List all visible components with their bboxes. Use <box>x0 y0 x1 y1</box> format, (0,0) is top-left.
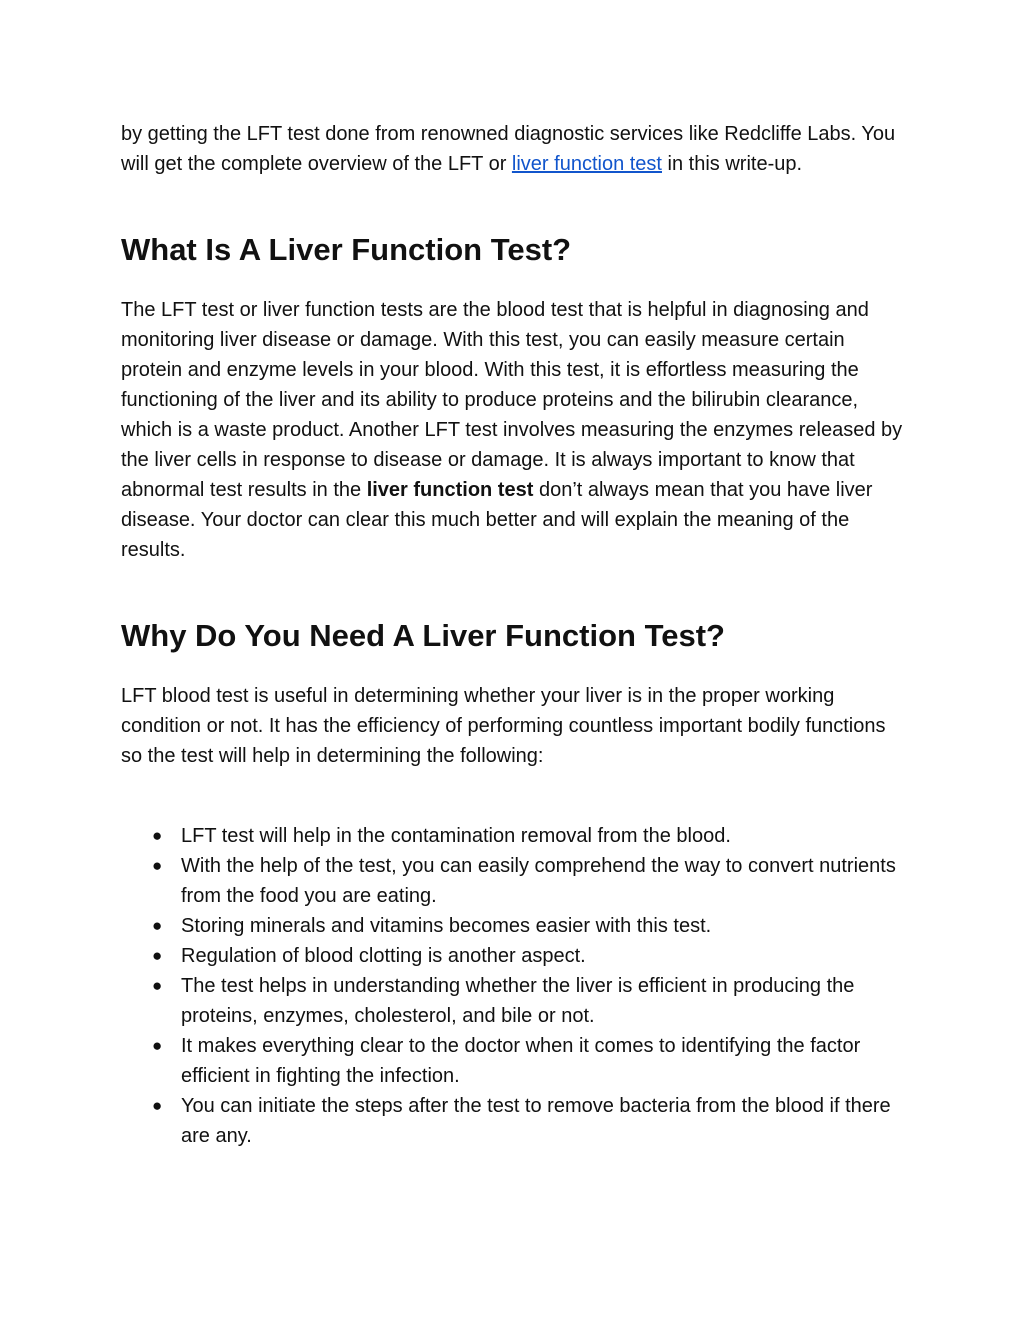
list-item <box>121 851 911 911</box>
intro-text-after-link: in this write-up. <box>662 153 803 175</box>
list-item <box>121 1031 911 1091</box>
bullet-icon: ● <box>152 916 163 935</box>
list-item-text: Storing minerals and vitamins becomes easier with this test. <box>181 915 712 937</box>
list-item <box>121 911 911 941</box>
list-item-text: You can initiate the steps after the test to remove bacteria from the blood if there are any. <box>181 1095 891 1147</box>
list-item <box>121 821 911 851</box>
bold-liver-function-test: liver function test <box>366 479 534 501</box>
bullet-icon: ● <box>152 976 163 995</box>
list-item <box>121 941 911 971</box>
document-page <box>121 119 911 1151</box>
list-item <box>121 1091 911 1151</box>
bullet-icon: ● <box>152 1036 163 1055</box>
intro-text-before-link: by getting the LFT test done from renowned diagnostic services like Redcliffe Labs. You will get the complete overview of the LFT or <box>121 123 896 175</box>
what-text-before-bold: The LFT test or liver function tests are the blood test that is helpful in diagnosing and monitoring liver disease or damage. With this test, you can easily measure certain protein and enzyme levels in your blood. With this test, it is effortless measuring the functioning of the liver and its ability to produce proteins and the bilirubin clearance, which is a waste product. Another LFT test involves measuring the enzymes released by the liver cells in response to disease or damage. It is always important to know that abnormal test results in the <box>121 299 903 501</box>
heading-what-is-lft: What Is A Liver Function Test? <box>121 232 572 267</box>
bullet-icon: ● <box>152 856 163 875</box>
what-is-lft-paragraph <box>121 295 911 565</box>
what-text-after-bold: don’t always mean that you have liver disease. Your doctor can clear this much better and will explain the meaning of the results. <box>121 479 873 561</box>
bullet-icon: ● <box>152 946 163 965</box>
list-item-text: Regulation of blood clotting is another aspect. <box>181 945 586 967</box>
list-item-text: With the help of the test, you can easily comprehend the way to convert nutrients from the food you are eating. <box>181 855 896 907</box>
intro-paragraph <box>121 119 911 179</box>
why-need-lft-paragraph: LFT blood test is useful in determining whether your liver is in the proper working condition or not. It has the efficiency of performing countless important bodily functions so the test will help in determining the following: <box>121 685 886 767</box>
list-item-text: The test helps in understanding whether the liver is efficient in producing the proteins, enzymes, cholesterol, and bile or not. <box>181 975 855 1027</box>
bullet-list <box>121 821 911 1151</box>
liver-function-test-link[interactable]: liver function test <box>511 153 662 175</box>
list-item-text: LFT test will help in the contamination removal from the blood. <box>181 825 731 847</box>
bullet-icon: ● <box>152 826 163 845</box>
list-item <box>121 971 911 1031</box>
bullet-icon: ● <box>152 1096 163 1115</box>
heading-why-need-lft: Why Do You Need A Liver Function Test? <box>121 618 725 653</box>
list-item-text: It makes everything clear to the doctor when it comes to identifying the factor efficient in fighting the infection. <box>181 1035 861 1087</box>
